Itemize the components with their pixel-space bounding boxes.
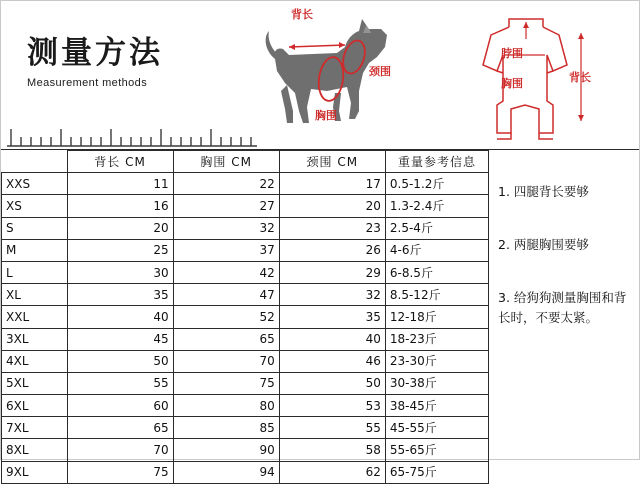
cell-size: 9XL: [2, 461, 68, 483]
table-header-back-length: 背长 CM: [67, 151, 173, 173]
cell-weight: 38-45斤: [385, 395, 488, 417]
table-row: [2, 328, 489, 350]
cell-chest: 52: [173, 306, 279, 328]
table-row: [2, 372, 489, 394]
table-header-blank: [2, 151, 68, 173]
cell-weight: 55-65斤: [385, 439, 488, 461]
cell-weight: 6-8.5斤: [385, 261, 488, 283]
table-row: [2, 239, 489, 261]
cell-chest: 75: [173, 372, 279, 394]
cell-neck: 35: [279, 306, 385, 328]
cell-weight: 2.5-4斤: [385, 217, 488, 239]
cell-size: 7XL: [2, 417, 68, 439]
cell-weight: 12-18斤: [385, 306, 488, 328]
table-row: [2, 395, 489, 417]
cell-chest: 65: [173, 328, 279, 350]
note-item-2: 2. 两腿胸围要够: [498, 237, 589, 252]
title-block: [27, 37, 217, 89]
cell-size: M: [2, 239, 68, 261]
garment-back-label: 背长: [569, 71, 591, 84]
dog-neck-girth-label: 颈围: [369, 65, 391, 78]
cell-size: 4XL: [2, 350, 68, 372]
cell-chest: 90: [173, 439, 279, 461]
cell-back: 30: [67, 261, 173, 283]
cell-back: 40: [67, 306, 173, 328]
table-row: [2, 261, 489, 283]
cell-size: XL: [2, 284, 68, 306]
cell-size: XXS: [2, 173, 68, 195]
header-band: [1, 1, 639, 150]
cell-chest: 37: [173, 239, 279, 261]
ruler-icon: [7, 123, 257, 147]
cell-neck: 26: [279, 239, 385, 261]
cell-neck: 53: [279, 395, 385, 417]
cell-back: 11: [67, 173, 173, 195]
table-header-weight: 重量参考信息: [385, 151, 488, 173]
cell-chest: 70: [173, 350, 279, 372]
dog-chest-girth-label: 胸围: [315, 109, 337, 122]
page-title: 测量方法: [27, 35, 163, 71]
cell-neck: 40: [279, 328, 385, 350]
cell-back: 75: [67, 461, 173, 483]
table-row: [2, 461, 489, 483]
cell-back: 50: [67, 350, 173, 372]
cell-chest: 85: [173, 417, 279, 439]
cell-size: 3XL: [2, 328, 68, 350]
cell-weight: 0.5-1.2斤: [385, 173, 488, 195]
cell-neck: 17: [279, 173, 385, 195]
cell-weight: 45-55斤: [385, 417, 488, 439]
garment-chest-label: 胸围: [501, 77, 523, 90]
cell-neck: 23: [279, 217, 385, 239]
page-subtitle: Measurement methods: [27, 76, 148, 89]
table-row: [2, 195, 489, 217]
cell-back: 70: [67, 439, 173, 461]
table-header-neck-girth: 颈围 CM: [279, 151, 385, 173]
cell-neck: 20: [279, 195, 385, 217]
cell-neck: 32: [279, 284, 385, 306]
note-item-3: 3. 给狗狗测量胸围和背长时，不要太紧。: [498, 290, 627, 325]
cell-size: 8XL: [2, 439, 68, 461]
cell-weight: 18-23斤: [385, 328, 488, 350]
cell-size: 5XL: [2, 372, 68, 394]
table-header-chest-girth: 胸围 CM: [173, 151, 279, 173]
notes-panel: [490, 150, 640, 460]
table-row: [2, 350, 489, 372]
cell-weight: 30-38斤: [385, 372, 488, 394]
cell-neck: 55: [279, 417, 385, 439]
cell-weight: 4-6斤: [385, 239, 488, 261]
table-row: [2, 217, 489, 239]
dog-back-length-label: 背长: [291, 8, 313, 21]
cell-weight: 1.3-2.4斤: [385, 195, 488, 217]
note-item-1: 1. 四腿背长要够: [498, 184, 589, 199]
garment-diagram: [457, 9, 607, 147]
cell-back: 35: [67, 284, 173, 306]
cell-chest: 27: [173, 195, 279, 217]
cell-neck: 50: [279, 372, 385, 394]
cell-weight: 23-30斤: [385, 350, 488, 372]
cell-neck: 46: [279, 350, 385, 372]
cell-size: XS: [2, 195, 68, 217]
cell-back: 16: [67, 195, 173, 217]
cell-chest: 80: [173, 395, 279, 417]
cell-size: 6XL: [2, 395, 68, 417]
cell-size: L: [2, 261, 68, 283]
cell-neck: 58: [279, 439, 385, 461]
cell-back: 55: [67, 372, 173, 394]
garment-neck-label: 脖围: [501, 47, 523, 60]
cell-back: 45: [67, 328, 173, 350]
cell-back: 25: [67, 239, 173, 261]
cell-chest: 94: [173, 461, 279, 483]
size-table: [1, 150, 489, 480]
table-row: [2, 417, 489, 439]
cell-chest: 42: [173, 261, 279, 283]
cell-back: 60: [67, 395, 173, 417]
table-row: [2, 306, 489, 328]
cell-weight: 8.5-12斤: [385, 284, 488, 306]
cell-back: 65: [67, 417, 173, 439]
cell-size: XXL: [2, 306, 68, 328]
cell-size: S: [2, 217, 68, 239]
cell-weight: 65-75斤: [385, 461, 488, 483]
cell-chest: 47: [173, 284, 279, 306]
table-row: [2, 173, 489, 195]
table-header-row: [2, 151, 489, 173]
cell-chest: 22: [173, 173, 279, 195]
dog-diagram: [259, 7, 394, 147]
table-row: [2, 284, 489, 306]
table-row: [2, 439, 489, 461]
cell-neck: 29: [279, 261, 385, 283]
cell-chest: 32: [173, 217, 279, 239]
cell-back: 20: [67, 217, 173, 239]
cell-neck: 62: [279, 461, 385, 483]
